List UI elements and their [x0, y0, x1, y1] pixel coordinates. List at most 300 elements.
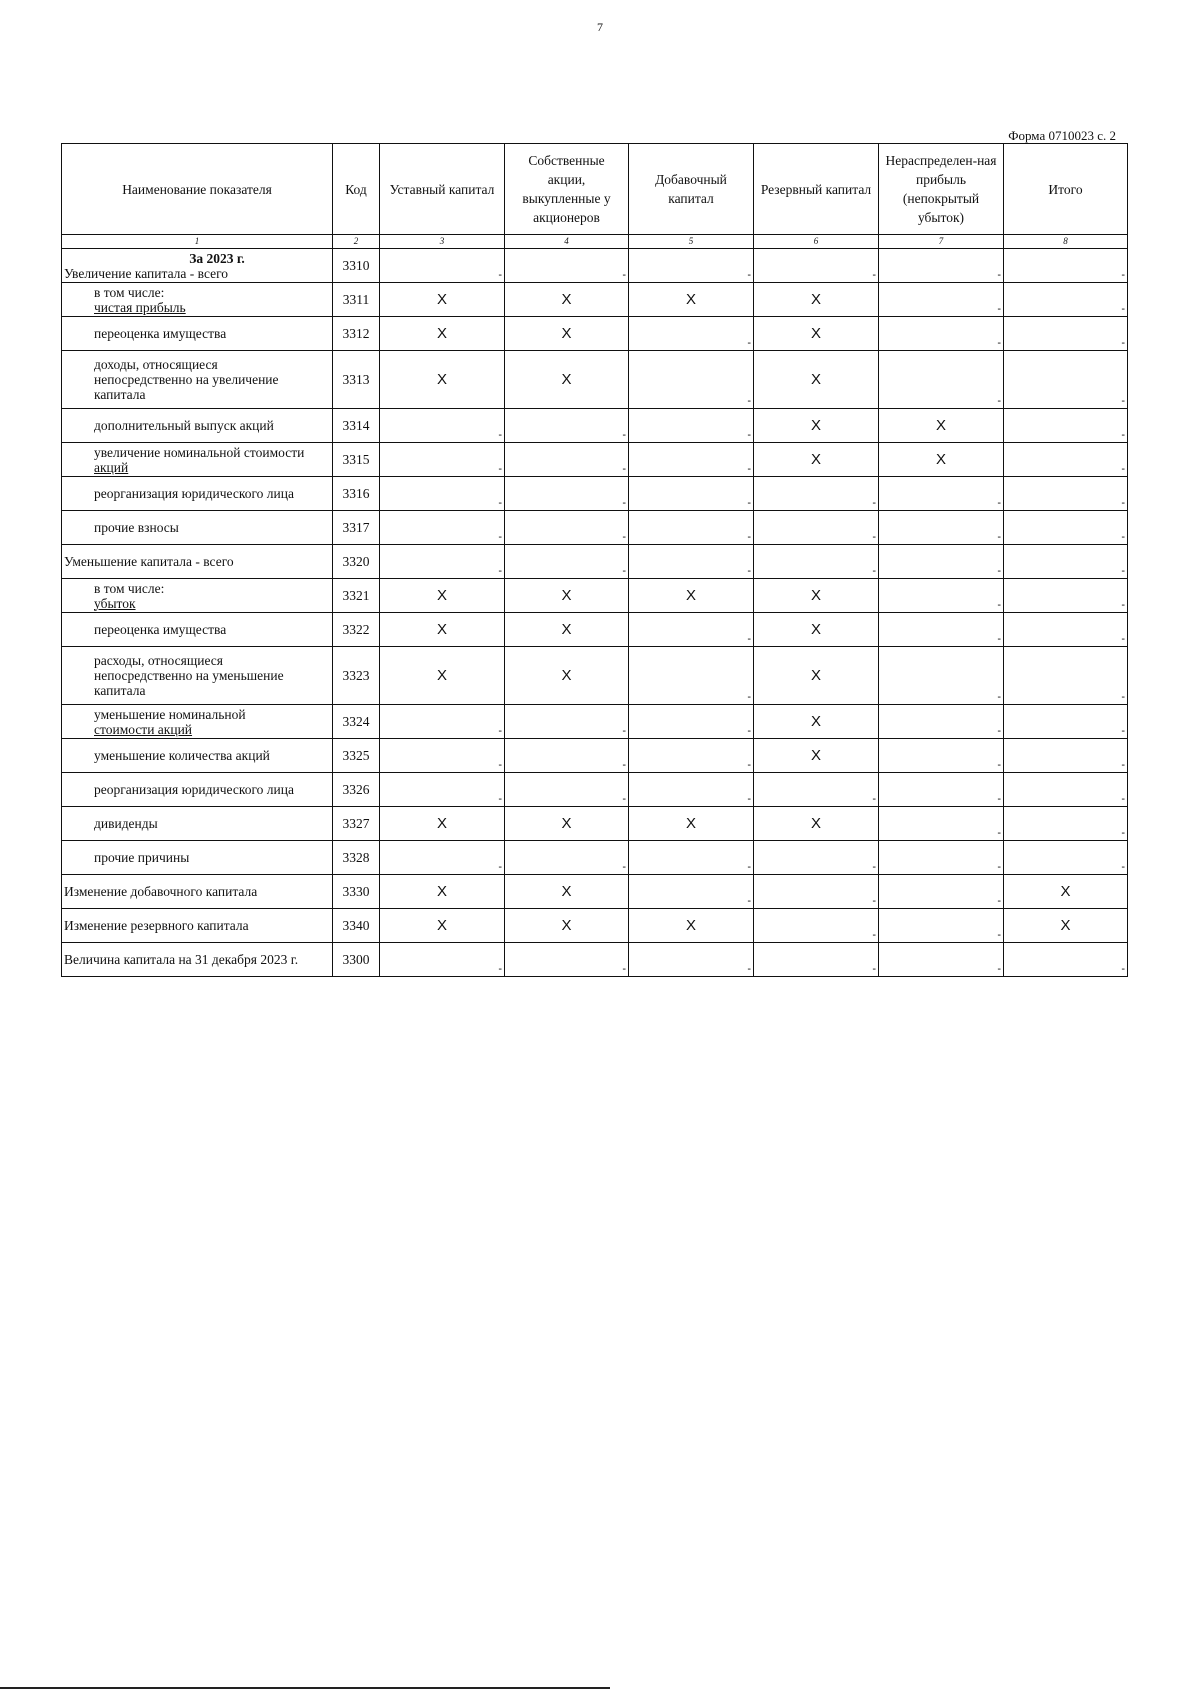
row-name [62, 249, 333, 283]
dash-mark: - [498, 497, 502, 509]
dash-mark: - [622, 565, 626, 577]
cell-reserve-capital [754, 351, 879, 409]
cell-additional-capital [629, 443, 754, 477]
table-row [62, 409, 1128, 443]
header-row [62, 144, 1128, 235]
row-name [62, 511, 333, 545]
dash-mark: - [997, 531, 1001, 543]
cell-retained-earnings [879, 511, 1004, 545]
row-name-line: доходы, относящиеся [94, 357, 218, 372]
x-mark: X [561, 815, 572, 832]
cell-total [1004, 909, 1128, 943]
dash-mark: - [747, 963, 751, 975]
cell-treasury-shares [505, 249, 629, 283]
x-mark: X [810, 747, 821, 764]
dash-mark: - [747, 759, 751, 771]
dash-mark: - [1121, 269, 1125, 281]
dash-mark: - [622, 793, 626, 805]
x-mark: X [810, 667, 821, 684]
dash-mark: - [997, 395, 1001, 407]
dash-mark: - [1121, 565, 1125, 577]
dash-mark: - [1121, 725, 1125, 737]
cell-additional-capital [629, 511, 754, 545]
x-mark: X [561, 325, 572, 342]
table-row [62, 807, 1128, 841]
table-row [62, 841, 1128, 875]
cell-charter-capital [380, 283, 505, 317]
dash-mark: - [872, 929, 876, 941]
cell-charter-capital [380, 317, 505, 351]
cell-treasury-shares [505, 511, 629, 545]
dash-mark: - [1121, 827, 1125, 839]
cell-reserve-capital [754, 477, 879, 511]
dash-mark: - [872, 497, 876, 509]
cell-charter-capital [380, 613, 505, 647]
row-name-line: переоценка имущества [94, 622, 227, 637]
x-mark: X [436, 621, 447, 638]
cell-additional-capital [629, 875, 754, 909]
x-mark: X [436, 325, 447, 342]
row-name-line: Изменение резервного капитала [64, 918, 249, 933]
table-row [62, 579, 1128, 613]
dash-mark: - [872, 531, 876, 543]
cell-retained-earnings [879, 943, 1004, 977]
dash-mark: - [997, 827, 1001, 839]
x-mark: X [436, 291, 447, 308]
cell-treasury-shares [505, 909, 629, 943]
cell-treasury-shares [505, 613, 629, 647]
row-name-line: дополнительный выпуск акций [94, 418, 274, 433]
dash-mark: - [747, 725, 751, 737]
table-row [62, 739, 1128, 773]
cell-reserve-capital [754, 317, 879, 351]
cell-retained-earnings [879, 909, 1004, 943]
dash-mark: - [747, 895, 751, 907]
row-name-line: капитала [94, 387, 146, 402]
cell-reserve-capital [754, 807, 879, 841]
table-row [62, 647, 1128, 705]
x-mark: X [436, 917, 447, 934]
row-code: 3324 [333, 705, 380, 739]
cell-charter-capital [380, 409, 505, 443]
row-name [62, 409, 333, 443]
table-row [62, 283, 1128, 317]
cell-charter-capital [380, 249, 505, 283]
cell-additional-capital [629, 647, 754, 705]
row-name-line: Уменьшение капитала - всего [64, 554, 234, 569]
table-row [62, 249, 1128, 283]
dash-mark: - [997, 793, 1001, 805]
cell-treasury-shares [505, 477, 629, 511]
cell-total [1004, 875, 1128, 909]
dash-mark: - [997, 633, 1001, 645]
cell-reserve-capital [754, 249, 879, 283]
dash-mark: - [747, 395, 751, 407]
cell-additional-capital [629, 249, 754, 283]
dash-mark: - [747, 793, 751, 805]
row-name [62, 443, 333, 477]
x-mark: X [685, 815, 696, 832]
cell-charter-capital [380, 909, 505, 943]
dash-mark: - [872, 861, 876, 873]
dash-mark: - [1121, 497, 1125, 509]
header-indicator-name: Наименование показателя [62, 144, 333, 235]
row-name [62, 317, 333, 351]
dash-mark: - [747, 337, 751, 349]
header-code: Код [333, 144, 380, 235]
row-name-line: уменьшение номинальной [94, 706, 246, 722]
row-name-line: акций [94, 459, 129, 475]
column-number: 2 [333, 235, 380, 249]
cell-retained-earnings [879, 773, 1004, 807]
row-name-line: расходы, относящиеся [94, 653, 223, 668]
dash-mark: - [747, 269, 751, 281]
row-code: 3313 [333, 351, 380, 409]
dash-mark: - [1121, 759, 1125, 771]
cell-treasury-shares [505, 351, 629, 409]
table-row [62, 909, 1128, 943]
cell-reserve-capital [754, 705, 879, 739]
table-row [62, 511, 1128, 545]
dash-mark: - [1121, 395, 1125, 407]
row-name-line: в том числе: [94, 284, 165, 300]
table-row [62, 477, 1128, 511]
row-code: 3328 [333, 841, 380, 875]
row-name-line: прочие причины [94, 850, 190, 865]
row-name [62, 613, 333, 647]
row-name-line: реорганизация юридического лица [94, 782, 294, 797]
row-name-line: уменьшение количества акций [94, 748, 270, 763]
cell-total [1004, 317, 1128, 351]
cell-total [1004, 739, 1128, 773]
cell-charter-capital [380, 647, 505, 705]
header-charter-capital: Уставный капитал [380, 144, 505, 235]
row-code: 3312 [333, 317, 380, 351]
x-mark: X [810, 621, 821, 638]
capital-changes-table [61, 143, 1128, 977]
row-name [62, 909, 333, 943]
row-name [62, 545, 333, 579]
cell-charter-capital [380, 351, 505, 409]
cell-charter-capital [380, 875, 505, 909]
dash-mark: - [747, 429, 751, 441]
cell-total [1004, 773, 1128, 807]
x-mark: X [436, 587, 447, 604]
cell-treasury-shares [505, 773, 629, 807]
x-mark: X [561, 917, 572, 934]
dash-mark: - [622, 531, 626, 543]
dash-mark: - [498, 269, 502, 281]
cell-retained-earnings [879, 283, 1004, 317]
dash-mark: - [1121, 463, 1125, 475]
x-mark: X [810, 815, 821, 832]
cell-total [1004, 841, 1128, 875]
cell-treasury-shares [505, 579, 629, 613]
row-name-line: в том числе: [94, 580, 165, 596]
dash-mark: - [498, 861, 502, 873]
dash-mark: - [872, 895, 876, 907]
x-mark: X [685, 291, 696, 308]
dash-mark: - [997, 303, 1001, 315]
row-code: 3315 [333, 443, 380, 477]
cell-charter-capital [380, 579, 505, 613]
dash-mark: - [997, 725, 1001, 737]
x-mark: X [1060, 917, 1071, 934]
cell-additional-capital [629, 909, 754, 943]
x-mark: X [436, 883, 447, 900]
cell-treasury-shares [505, 807, 629, 841]
cell-retained-earnings [879, 477, 1004, 511]
cell-charter-capital [380, 511, 505, 545]
row-code: 3311 [333, 283, 380, 317]
cell-retained-earnings [879, 613, 1004, 647]
cell-charter-capital [380, 739, 505, 773]
cell-charter-capital [380, 773, 505, 807]
row-name [62, 705, 333, 739]
x-mark: X [935, 417, 946, 434]
row-name [62, 943, 333, 977]
dash-mark: - [498, 793, 502, 805]
cell-additional-capital [629, 943, 754, 977]
x-mark: X [685, 917, 696, 934]
cell-total [1004, 351, 1128, 409]
x-mark: X [810, 451, 821, 468]
row-code: 3330 [333, 875, 380, 909]
cell-charter-capital [380, 943, 505, 977]
x-mark: X [935, 451, 946, 468]
x-mark: X [810, 371, 821, 388]
cell-total [1004, 249, 1128, 283]
cell-treasury-shares [505, 739, 629, 773]
dash-mark: - [997, 497, 1001, 509]
row-name [62, 579, 333, 613]
dash-mark: - [1121, 303, 1125, 315]
cell-retained-earnings [879, 409, 1004, 443]
row-name-line: реорганизация юридического лица [94, 486, 294, 501]
row-name-line: Увеличение капитала - всего [64, 265, 229, 281]
cell-charter-capital [380, 477, 505, 511]
row-code: 3320 [333, 545, 380, 579]
row-name-line: непосредственно на увеличение [94, 372, 279, 387]
cell-treasury-shares [505, 317, 629, 351]
cell-treasury-shares [505, 443, 629, 477]
cell-treasury-shares [505, 409, 629, 443]
cell-retained-earnings [879, 545, 1004, 579]
row-code: 3327 [333, 807, 380, 841]
cell-additional-capital [629, 579, 754, 613]
column-number: 4 [505, 235, 629, 249]
row-code: 3310 [333, 249, 380, 283]
dash-mark: - [1121, 793, 1125, 805]
row-name-line: Величина капитала на 31 декабря 2023 г. [64, 952, 299, 967]
header-total: Итого [1004, 144, 1128, 235]
table-row [62, 317, 1128, 351]
column-number: 1 [62, 235, 333, 249]
dash-mark: - [622, 963, 626, 975]
row-name [62, 739, 333, 773]
table-row [62, 351, 1128, 409]
row-name-line: переоценка имущества [94, 326, 227, 341]
row-name [62, 283, 333, 317]
dash-mark: - [747, 497, 751, 509]
row-name-line: увеличение номинальной стоимости [94, 444, 305, 460]
cell-additional-capital [629, 773, 754, 807]
cell-retained-earnings [879, 875, 1004, 909]
row-name-line: чистая прибыль [94, 299, 186, 315]
row-name [62, 647, 333, 705]
cell-additional-capital [629, 477, 754, 511]
cell-reserve-capital [754, 613, 879, 647]
row-code: 3314 [333, 409, 380, 443]
cell-additional-capital [629, 545, 754, 579]
cell-treasury-shares [505, 943, 629, 977]
dash-mark: - [997, 599, 1001, 611]
x-mark: X [436, 667, 447, 684]
dash-mark: - [1121, 963, 1125, 975]
table-row [62, 773, 1128, 807]
form-label: Форма 0710023 с. 2 [1008, 128, 1116, 143]
column-number: 3 [380, 235, 505, 249]
dash-mark: - [498, 759, 502, 771]
dash-mark: - [997, 929, 1001, 941]
header-reserve-capital: Резервный капитал [754, 144, 879, 235]
cell-treasury-shares [505, 875, 629, 909]
cell-reserve-capital [754, 545, 879, 579]
row-name-line: прочие взносы [94, 520, 179, 535]
cell-reserve-capital [754, 579, 879, 613]
cell-total [1004, 943, 1128, 977]
x-mark: X [561, 621, 572, 638]
dash-mark: - [498, 429, 502, 441]
dash-mark: - [747, 463, 751, 475]
dash-mark: - [622, 725, 626, 737]
cell-reserve-capital [754, 909, 879, 943]
cell-total [1004, 409, 1128, 443]
dash-mark: - [997, 963, 1001, 975]
dash-mark: - [872, 963, 876, 975]
cell-charter-capital [380, 807, 505, 841]
cell-retained-earnings [879, 841, 1004, 875]
dash-mark: - [1121, 429, 1125, 441]
cell-retained-earnings [879, 317, 1004, 351]
row-code: 3321 [333, 579, 380, 613]
cell-treasury-shares [505, 841, 629, 875]
cell-retained-earnings [879, 249, 1004, 283]
row-code: 3325 [333, 739, 380, 773]
dash-mark: - [997, 337, 1001, 349]
row-name [62, 773, 333, 807]
x-mark: X [810, 325, 821, 342]
cell-additional-capital [629, 283, 754, 317]
x-mark: X [810, 417, 821, 434]
cell-reserve-capital [754, 443, 879, 477]
header-treasury-shares: Собственные акции, выкупленные у акционеров [505, 144, 629, 235]
row-name-line: стоимости акций [94, 721, 193, 737]
x-mark: X [561, 291, 572, 308]
cell-additional-capital [629, 841, 754, 875]
bottom-rule [0, 1687, 610, 1689]
page-number: 7 [597, 20, 603, 34]
row-code: 3322 [333, 613, 380, 647]
dash-mark: - [1121, 337, 1125, 349]
cell-additional-capital [629, 705, 754, 739]
dash-mark: - [1121, 599, 1125, 611]
cell-total [1004, 511, 1128, 545]
row-code: 3326 [333, 773, 380, 807]
row-code: 3340 [333, 909, 380, 943]
cell-additional-capital [629, 807, 754, 841]
dash-mark: - [747, 861, 751, 873]
row-code: 3300 [333, 943, 380, 977]
dash-mark: - [747, 531, 751, 543]
table-row [62, 705, 1128, 739]
dash-mark: - [622, 497, 626, 509]
cell-reserve-capital [754, 773, 879, 807]
cell-treasury-shares [505, 283, 629, 317]
dash-mark: - [997, 759, 1001, 771]
dash-mark: - [622, 463, 626, 475]
row-name [62, 875, 333, 909]
table-row [62, 943, 1128, 977]
dash-mark: - [498, 725, 502, 737]
cell-retained-earnings [879, 647, 1004, 705]
dash-mark: - [747, 633, 751, 645]
row-code: 3316 [333, 477, 380, 511]
dash-mark: - [997, 565, 1001, 577]
x-mark: X [436, 815, 447, 832]
cell-charter-capital [380, 545, 505, 579]
cell-additional-capital [629, 409, 754, 443]
table-row [62, 443, 1128, 477]
x-mark: X [810, 713, 821, 730]
header-additional-capital: Добавочный капитал [629, 144, 754, 235]
dash-mark: - [1121, 861, 1125, 873]
cell-retained-earnings [879, 443, 1004, 477]
section-title: За 2023 г. [189, 250, 245, 266]
x-mark: X [561, 667, 572, 684]
cell-total [1004, 477, 1128, 511]
cell-additional-capital [629, 613, 754, 647]
dash-mark: - [997, 861, 1001, 873]
dash-mark: - [498, 565, 502, 577]
dash-mark: - [997, 895, 1001, 907]
cell-total [1004, 579, 1128, 613]
row-name [62, 841, 333, 875]
x-mark: X [810, 291, 821, 308]
dash-mark: - [1121, 633, 1125, 645]
cell-retained-earnings [879, 705, 1004, 739]
cell-reserve-capital [754, 841, 879, 875]
cell-charter-capital [380, 841, 505, 875]
cell-additional-capital [629, 317, 754, 351]
cell-total [1004, 647, 1128, 705]
cell-retained-earnings [879, 807, 1004, 841]
cell-retained-earnings [879, 739, 1004, 773]
cell-total [1004, 705, 1128, 739]
column-number: 6 [754, 235, 879, 249]
cell-total [1004, 443, 1128, 477]
row-name-line: Изменение добавочного капитала [64, 884, 258, 899]
x-mark: X [561, 587, 572, 604]
cell-total [1004, 613, 1128, 647]
x-mark: X [436, 371, 447, 388]
cell-additional-capital [629, 351, 754, 409]
column-number: 8 [1004, 235, 1128, 249]
row-name-line: дивиденды [94, 816, 158, 831]
dash-mark: - [498, 963, 502, 975]
cell-treasury-shares [505, 545, 629, 579]
dash-mark: - [1121, 691, 1125, 703]
